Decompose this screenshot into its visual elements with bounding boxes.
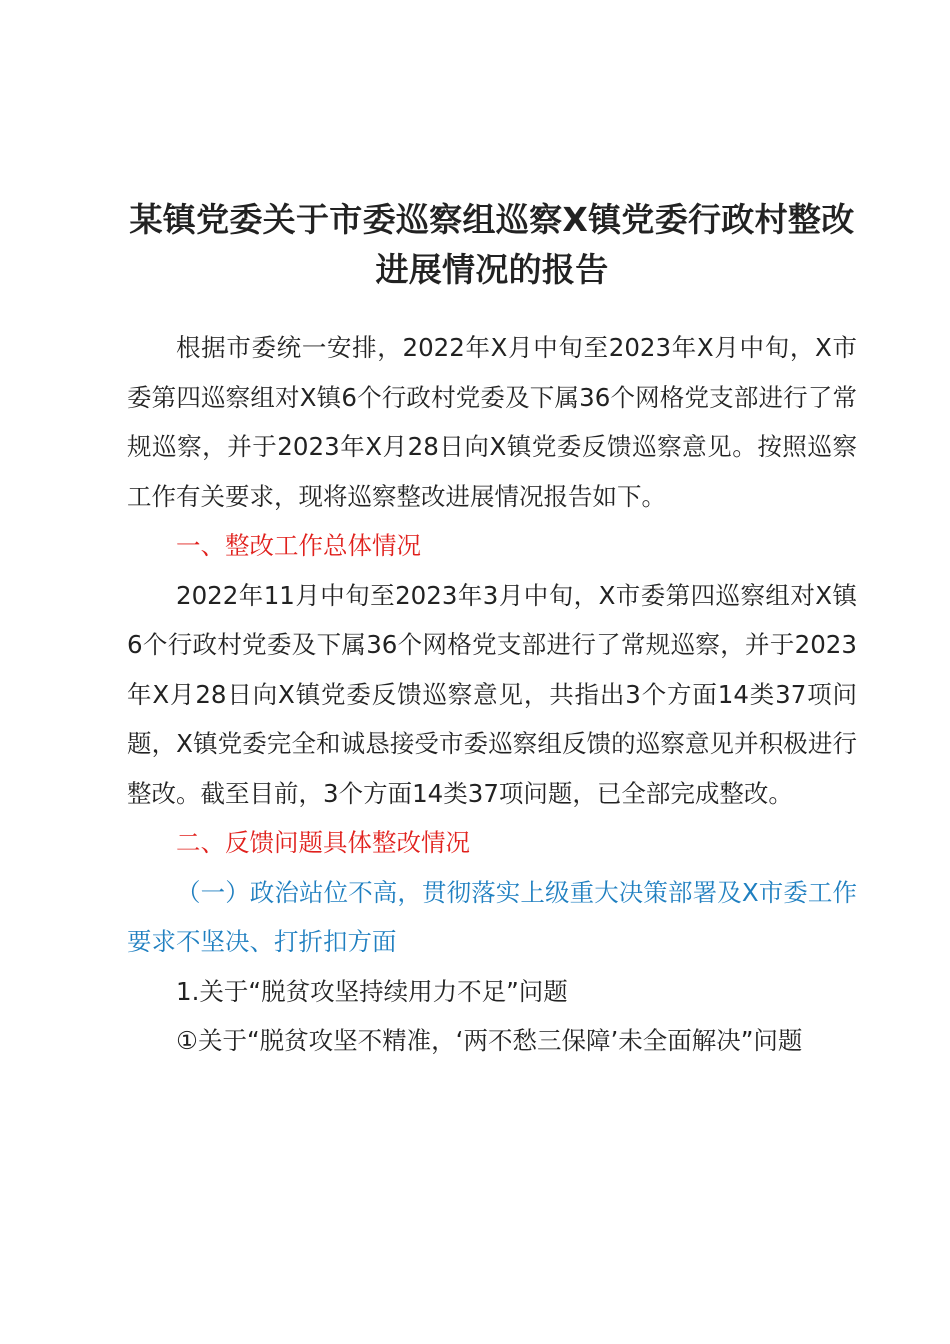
item-heading-1: 1.关于“脱贫攻坚持续用力不足”问题 bbox=[176, 976, 568, 1006]
subsection-heading-political: （一）政治站位不高，贯彻落实上级重大决策部署及X市委工作要求不坚决、打折扣方面 bbox=[127, 877, 857, 956]
overview-paragraph: 2022年11月中旬至2023年3月中旬，X市委第四巡察组对X镇6个行政村党委及下属36个网格党支部进行了常规巡察，并于2023年X月28日向X镇党委反馈巡察意见，共指出3个方面14类37项问题，X镇党委完全和诚恳接受市委巡察组反馈的巡察意见并积极进行整改。截至目前，3个方面14类37项问题，已全部完成整改。 bbox=[127, 580, 857, 808]
document-content bbox=[127, 195, 857, 1066]
document-title: 某镇党委关于市委巡察组巡察X镇党委行政村整改进展情况的报告 bbox=[129, 200, 855, 289]
intro-paragraph: 根据市委统一安排，2022年X月中旬至2023年X月中旬，X市委第四巡察组对X镇6个行政村党委及下属36个网格党支部进行了常规巡察，并于2023年X月28日向X镇党委反馈巡察意见。按照巡察工作有关要求，现将巡察整改进展情况报告如下。 bbox=[127, 333, 857, 511]
section-heading-specific: 二、反馈问题具体整改情况 bbox=[176, 828, 470, 857]
section-heading-overall: 一、整改工作总体情况 bbox=[176, 531, 421, 560]
item-heading-1-1: ①关于“脱贫攻坚不精准，‘两不愁三保障’未全面解决”问题 bbox=[176, 1026, 803, 1055]
